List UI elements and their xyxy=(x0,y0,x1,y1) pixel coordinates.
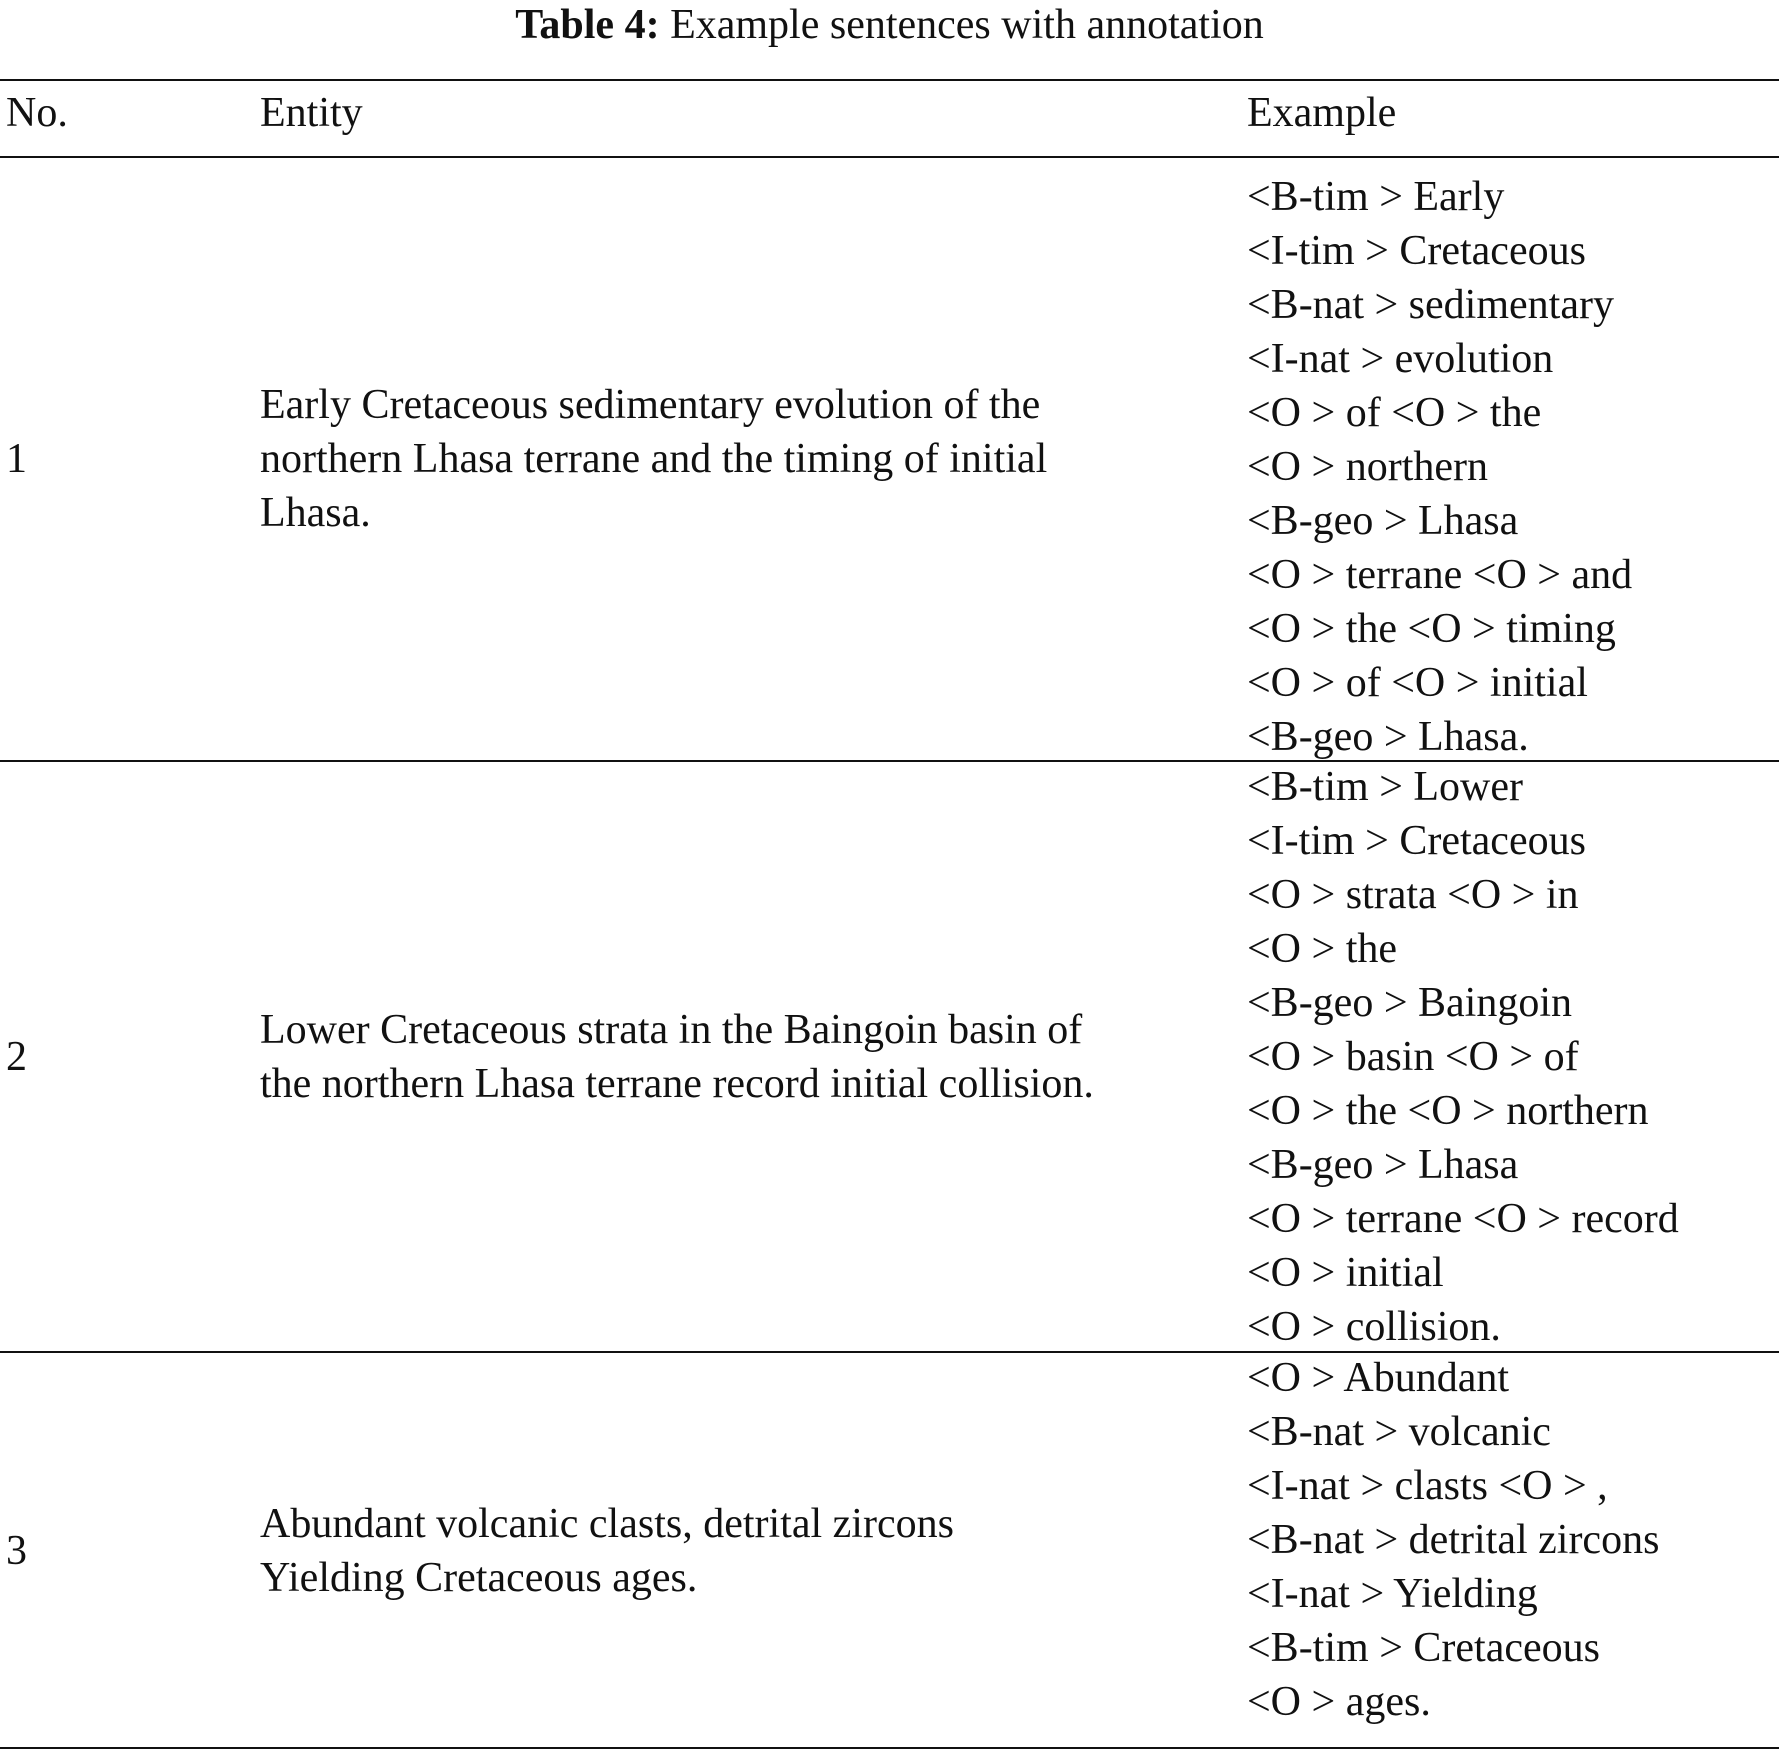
table-row xyxy=(0,158,1779,760)
row-number: 1 xyxy=(6,436,27,482)
example-line: <B-tim > Early xyxy=(1247,174,1505,220)
example-line: <O > of <O > the xyxy=(1247,390,1542,436)
header-example: Example xyxy=(1247,90,1397,136)
row-number: 3 xyxy=(6,1527,27,1574)
example-line: <I-nat > clasts <O > , xyxy=(1247,1463,1608,1509)
table-row xyxy=(0,762,1779,1352)
example-line: <O > strata <O > in xyxy=(1247,872,1579,918)
example-line: <B-nat > detrital zircons xyxy=(1247,1517,1660,1563)
header-no: No. xyxy=(6,90,68,136)
row-entity: Abundant volcanic clasts, detrital zircons Yielding Cretaceous ages. xyxy=(260,1500,954,1601)
example-line: <B-geo > Lhasa. xyxy=(1247,714,1529,760)
example-line: <O > collision. xyxy=(1247,1304,1501,1350)
table-caption-text: Example sentences with annotation xyxy=(670,2,1264,48)
example-line: <O > northern xyxy=(1247,444,1488,490)
table-bottom-rule xyxy=(0,1747,1779,1749)
example-line: <B-geo > Baingoin xyxy=(1247,980,1573,1026)
example-line: <O > ages. xyxy=(1247,1679,1431,1725)
example-line: <B-nat > volcanic xyxy=(1247,1409,1551,1455)
example-line: <I-tim > Cretaceous xyxy=(1247,818,1586,864)
example-line: <O > Abundant xyxy=(1247,1355,1510,1401)
example-line: <B-geo > Lhasa xyxy=(1247,1142,1519,1188)
example-line: <B-geo > Lhasa xyxy=(1247,498,1519,544)
example-line: <O > terrane <O > and xyxy=(1247,552,1633,598)
table-top-rule xyxy=(0,79,1779,81)
row-example xyxy=(1247,760,1679,1354)
example-line: <O > initial xyxy=(1247,1250,1444,1296)
row-entity: Early Cretaceous sedimentary evolution of the northern Lhasa terrane and the timing of initial Lhasa. xyxy=(260,382,1048,536)
example-line: <O > the <O > timing xyxy=(1247,606,1616,652)
example-line: <I-nat > evolution xyxy=(1247,336,1554,382)
row-entity: Lower Cretaceous strata in the Baingoin basin of the northern Lhasa terrane record initial collision. xyxy=(260,1007,1094,1107)
example-line: <O > basin <O > of xyxy=(1247,1034,1579,1080)
header-entity: Entity xyxy=(260,90,363,136)
row-number: 2 xyxy=(6,1034,27,1080)
row-example xyxy=(1247,170,1632,764)
example-line: <B-tim > Lower xyxy=(1247,764,1523,810)
table-caption xyxy=(0,0,1779,50)
row-example xyxy=(1247,1351,1659,1729)
example-line: <B-nat > sedimentary xyxy=(1247,282,1614,328)
table-row xyxy=(0,1353,1779,1748)
example-line: <O > terrane <O > record xyxy=(1247,1196,1679,1242)
example-line: <I-nat > Yielding xyxy=(1247,1571,1538,1617)
table-caption-label: Table 4: xyxy=(515,2,660,48)
example-line: <O > the xyxy=(1247,926,1398,972)
example-line: <O > of <O > initial xyxy=(1247,660,1588,706)
example-line: <O > the <O > northern xyxy=(1247,1088,1649,1134)
example-line: <B-tim > Cretaceous xyxy=(1247,1625,1600,1671)
example-line: <I-tim > Cretaceous xyxy=(1247,228,1586,274)
